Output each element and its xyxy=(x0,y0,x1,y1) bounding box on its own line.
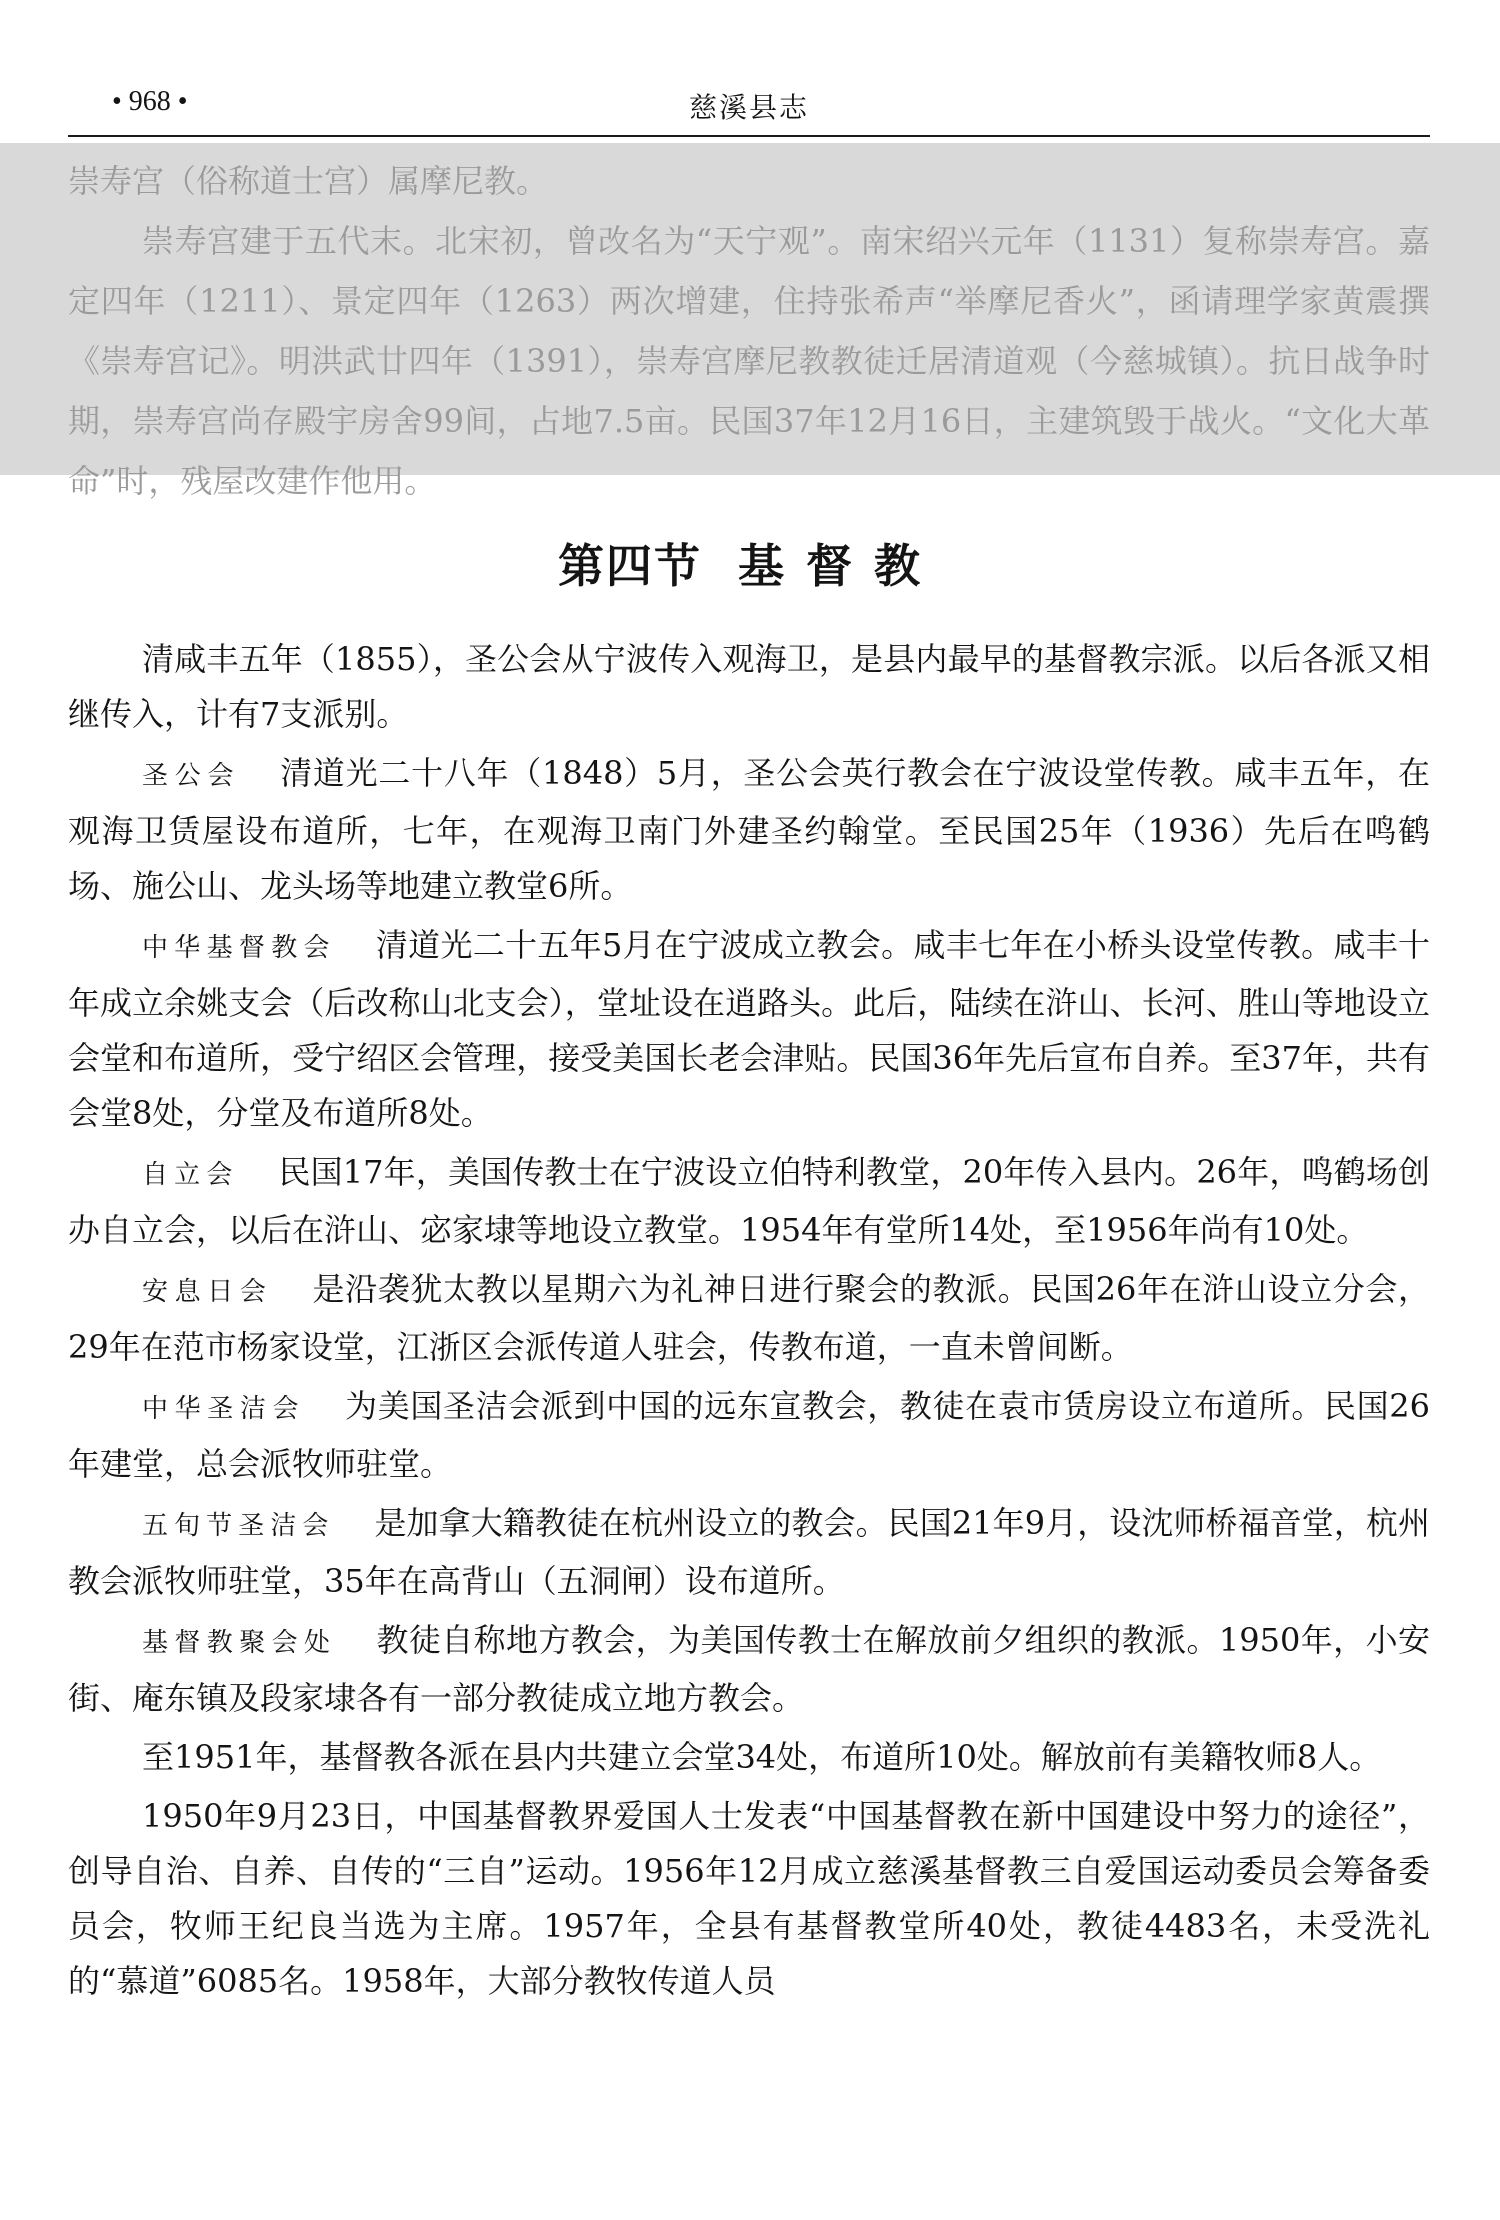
paragraph-text: 清道光二十五年5月在宁波成立教会。咸丰七年在小桥头设堂传教。咸丰十年成立余姚支会（后改称山北支会），堂址设在逍路头。此后，陆续在浒山、长河、胜山等地设立会堂和布道所，受宁绍区会管理，接受美国长老会津贴。民国36年先后宣布自养。至37年，共有会堂8处，分堂及布道所8处。 xyxy=(68,926,1430,1132)
paragraph-text: 是沿袭犹太教以星期六为礼神日进行聚会的教派。民国26年在浒山设立分会，29年在范市杨家设堂，江浙区会派传道人驻会，传教布道，一直未曾间断。 xyxy=(68,1270,1430,1366)
section-number: 第四节 xyxy=(558,539,702,593)
paragraph-shengjiehui xyxy=(68,1379,1430,1492)
paragraph-zilihui xyxy=(68,1145,1430,1258)
paragraph-intro: 清咸丰五年（1855），圣公会从宁波传入观海卫，是县内最早的基督教宗派。以后各派又相继传入，计有7支派别。 xyxy=(68,640,1430,733)
paragraph-text: 为美国圣洁会派到中国的远东宣教会，教徒在袁市赁房设立布道所。民国26年建堂，总会派牧师驻堂。 xyxy=(68,1387,1430,1483)
section-title: 基督教 xyxy=(738,539,942,593)
paragraph-anxirihui xyxy=(68,1262,1430,1375)
section-heading xyxy=(0,530,1500,596)
term-label: 安息日会 xyxy=(142,1277,273,1307)
paragraph-text: 教徒自称地方教会，为美国传教士在解放前夕组织的教派。1950年，小安街、庵东镇及段家埭各有一部分教徒成立地方教会。 xyxy=(68,1621,1430,1717)
previous-section-line: 崇寿宫（俗称道士宫）属摩尼教。 xyxy=(68,162,549,200)
previous-section-text xyxy=(68,151,1430,511)
page-number: • 968 • xyxy=(112,86,188,117)
term-label: 圣公会 xyxy=(142,761,241,791)
page-header xyxy=(68,78,1430,138)
paragraph-text: 是加拿大籍教徒在杭州设立的教会。民国21年9月，设沈师桥福音堂，杭州教会派牧师驻堂，35年在高背山（五洞闸）设布道所。 xyxy=(68,1504,1430,1600)
term-label: 中华基督教会 xyxy=(142,933,336,963)
term-label: 基督教聚会处 xyxy=(142,1628,337,1658)
paragraph-shenggonghui xyxy=(68,746,1430,914)
paragraph-wuxunjie xyxy=(68,1496,1430,1609)
paragraph-sanzi-1950: 1950年9月23日，中国基督教界爱国人士发表“中国基督教在新中国建设中努力的途径”，创导自治、自养、自传的“三自”运动。1956年12月成立慈溪基督教三自爱国运动委员会筹备委员会，牧师王纪良当选为主席。1957年，全县有基督教堂所40处，教徒4483名，未受洗礼的“慕道”6085名。1958年，大部分教牧传道人员 xyxy=(68,1797,1430,2000)
previous-section-paragraph: 崇寿宫建于五代末。北宋初，曾改名为“天宁观”。南宋绍兴元年（1131）复称崇寿宫。嘉定四年（1211）、景定四年（1263）两次增建，住持张希声“举摩尼香火”，函请理学家黄震撰《崇寿宫记》。明洪武廿四年（1391），崇寿宫摩尼教教徒迁居清道观（今慈城镇）。抗日战争时期，崇寿宫尚存殿宇房舍99间，占地7.5亩。民国37年12月16日，主建筑毁于战火。“文化大革命”时，残屋改建作他用。 xyxy=(68,222,1430,500)
paragraph-summary-1951: 至1951年，基督教各派在县内共建立会堂34处，布道所10处。解放前有美籍牧师8人。 xyxy=(142,1738,1382,1776)
running-title: 慈溪县志 xyxy=(688,91,809,124)
term-label: 中华圣洁会 xyxy=(142,1394,306,1424)
term-label: 自立会 xyxy=(142,1160,239,1190)
paragraph-text: 民国17年，美国传教士在宁波设立伯特利教堂，20年传入县内。26年，鸣鹤场创办自立会，以后在浒山、宓家埭等地设立教堂。1954年有堂所14处，至1956年尚有10处。 xyxy=(68,1153,1430,1249)
paragraph-juhuichu xyxy=(68,1613,1430,1726)
paragraph-zhonghua-jidujiaohui xyxy=(68,918,1430,1141)
header-rule xyxy=(68,135,1430,137)
term-label: 五旬节圣洁会 xyxy=(142,1511,335,1541)
paragraph-text: 清道光二十八年（1848）5月，圣公会英行教会在宁波设堂传教。咸丰五年，在观海卫赁屋设布道所，七年，在观海卫南门外建圣约翰堂。至民国25年（1936）先后在鸣鹤场、施公山、龙头场等地建立教堂6所。 xyxy=(68,754,1430,905)
section-body xyxy=(68,632,1430,2009)
